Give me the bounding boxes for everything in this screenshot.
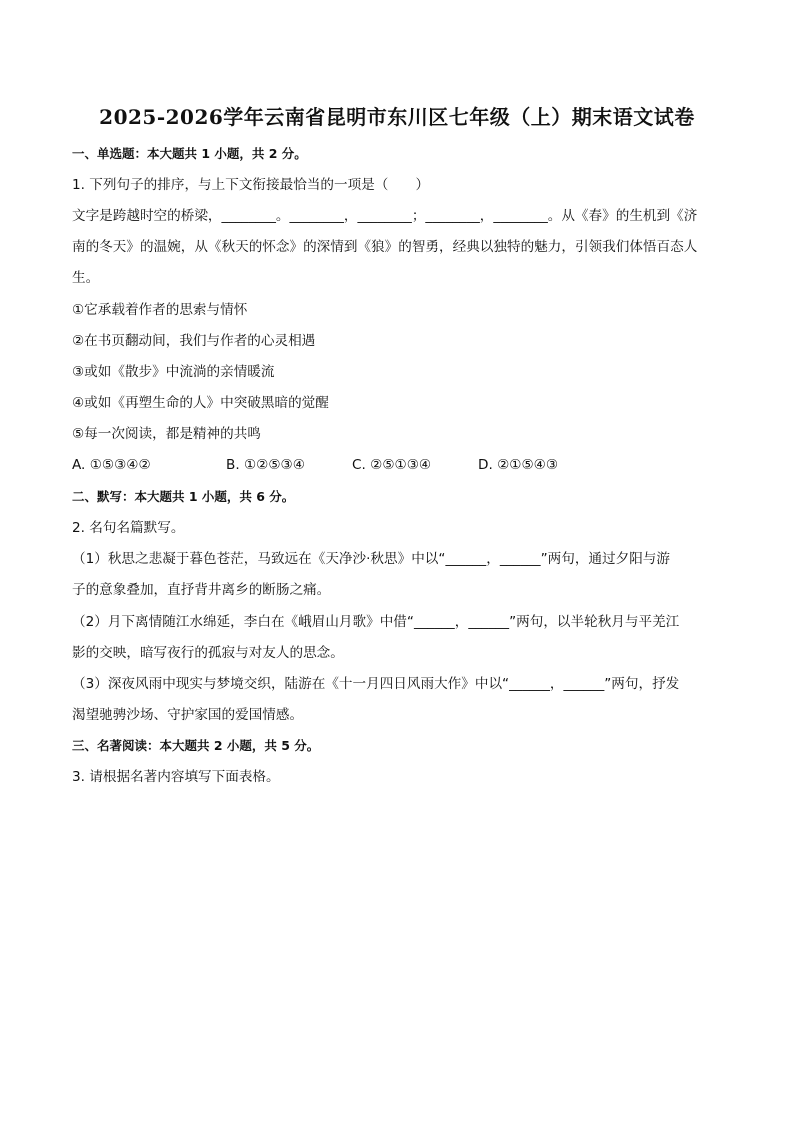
question-1-sentence-item: ⑤每一次阅读，都是精神的共鸣 <box>72 426 261 442</box>
section-heading-single-choice: 一、单选题：本大题共 1 小题，共 2 分。 <box>72 146 307 161</box>
question-1-option-b: B. ①②⑤③④ <box>226 457 305 473</box>
question-1-stem: 1. 下列句子的排序，与上下文衔接最恰当的一项是（ ） <box>72 177 430 193</box>
question-1-sentence-item: ②在书页翻动间，我们与作者的心灵相遇 <box>72 333 316 349</box>
question-2-line: （2）月下离情随江水绵延，李白在《峨眉山月歌》中借“______，______”两句，以半轮秋月与平羌江 <box>72 614 680 630</box>
section-heading-classics-reading: 三、名著阅读：本大题共 2 小题，共 5 分。 <box>72 738 320 753</box>
question-1-passage-line: 生。 <box>72 270 100 286</box>
exam-title: 2025-2026学年云南省昆明市东川区七年级（上）期末语文试卷 <box>99 105 695 129</box>
question-2-line: （1）秋思之悲凝于暮色苍茫，马致远在《天净沙·秋思》中以“______，______”两句，通过夕阳与游 <box>72 551 670 567</box>
question-2-line: （3）深夜风雨中现实与梦境交织，陆游在《十一月四日风雨大作》中以“______，______”两句，抒发 <box>72 676 680 692</box>
question-3-stem: 3. 请根据名著内容填写下面表格。 <box>72 769 280 785</box>
question-1-option-a: A. ①⑤③④② <box>72 457 151 473</box>
question-1-sentence-item: ③或如《散步》中流淌的亲情暖流 <box>72 364 275 380</box>
question-2-line: 子的意象叠加，直抒背井离乡的断肠之痛。 <box>72 582 331 598</box>
question-1-sentence-item: ①它承载着作者的思索与情怀 <box>72 302 248 318</box>
question-1-passage-line: 南的冬天》的温婉，从《秋天的怀念》的深情到《狼》的智勇，经典以独特的魅力，引领我们体悟百态人 <box>72 239 698 255</box>
question-2-line: 渴望驰骋沙场、守护家国的爱国情感。 <box>72 707 304 723</box>
question-1-passage-line: 文字是跨越时空的桥梁，________。________，________；________，________。从《春》的生机到《济 <box>72 208 698 224</box>
section-heading-dictation: 二、默写：本大题共 1 小题，共 6 分。 <box>72 489 295 504</box>
question-1-option-c: C. ②⑤①③④ <box>352 457 432 473</box>
question-2-line: 影的交映，暗写夜行的孤寂与对友人的思念。 <box>72 645 344 661</box>
question-2-stem: 2. 名句名篇默写。 <box>72 520 185 536</box>
question-1-option-d: D. ②①⑤④③ <box>478 457 559 473</box>
question-1-sentence-item: ④或如《再塑生命的人》中突破黑暗的觉醒 <box>72 395 329 411</box>
